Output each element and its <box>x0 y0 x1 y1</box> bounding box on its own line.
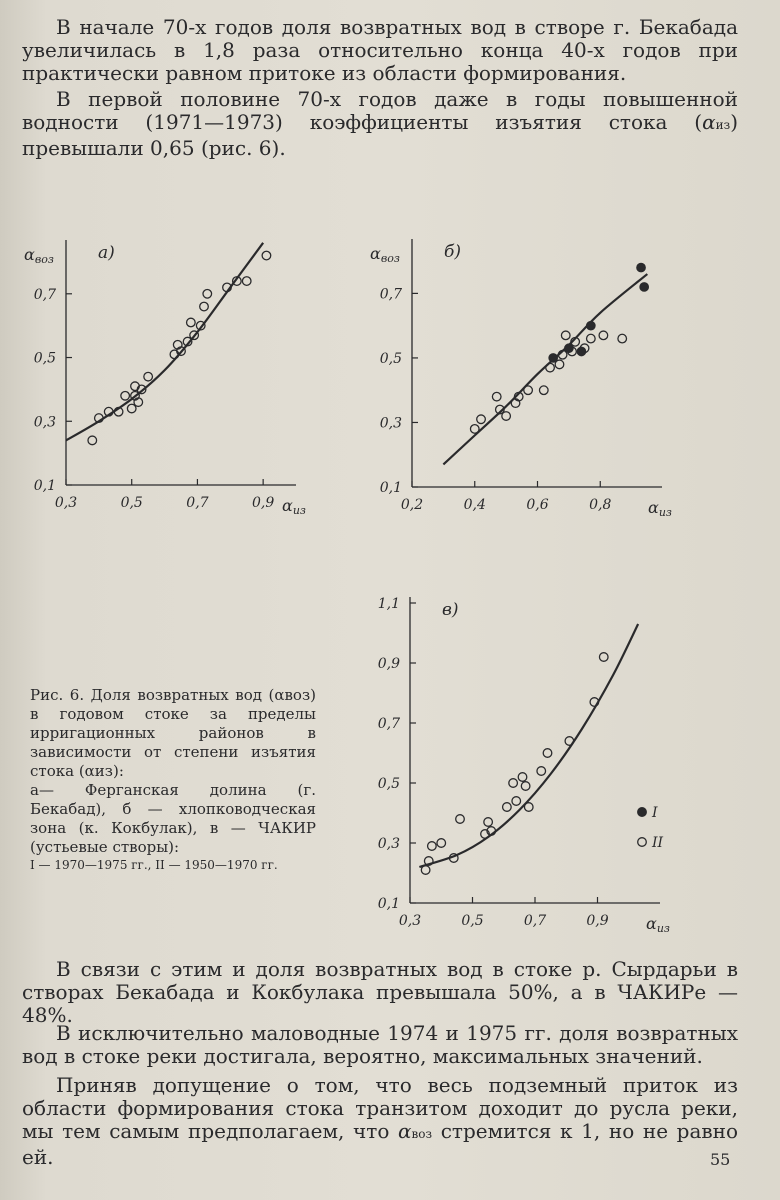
data-point-open <box>587 334 596 343</box>
x-tick-label: 0,2 <box>400 497 424 513</box>
x-tick-label: 0,7 <box>523 913 547 929</box>
data-point-open <box>484 818 493 827</box>
x-label-subscript: из <box>658 506 672 519</box>
y-label-symbol: α <box>24 245 35 264</box>
data-point-open <box>543 749 552 758</box>
y-tick-label: 0,5 <box>379 350 402 367</box>
data-point-open <box>524 803 533 812</box>
y-tick-label: 1,1 <box>377 596 400 612</box>
x-tick-label: 0,6 <box>526 497 549 513</box>
y-tick-label: 0,5 <box>33 350 56 367</box>
x-label-symbol: α <box>646 914 657 933</box>
data-point-open <box>456 815 465 824</box>
y-tick-label: 0,1 <box>33 478 56 494</box>
y-label-subscript: воз <box>380 252 400 265</box>
data-point-open <box>618 334 627 343</box>
data-point-filled <box>640 283 648 291</box>
x-label-subscript: из <box>656 922 670 935</box>
data-point-filled <box>587 321 595 329</box>
y-tick-label: 0,9 <box>377 656 400 672</box>
data-point-open <box>437 839 446 848</box>
alpha-voz-subscript: воз <box>411 1127 433 1141</box>
y-tick-label: 0,7 <box>379 286 402 303</box>
data-point-open <box>262 251 271 260</box>
caption-body: Доля возвратных вод (αвоз) в годовом стоке за пределы ирригационных районов в зависимости от степени изъятия стока (αиз): <box>30 686 316 780</box>
y-tick-label: 0,3 <box>379 415 402 432</box>
caption-title: Рис. 6. <box>30 686 85 704</box>
alpha-symbol: α <box>702 110 716 134</box>
x-label-symbol: α <box>282 496 293 515</box>
data-point-open <box>546 363 555 372</box>
y-axis-label <box>24 245 54 266</box>
caption-years: I — 1970—1975 гг., II — 1950—1970 гг. <box>30 858 278 872</box>
paragraph-2-text-a: В первой половине 70-х годов даже в годы повышенной водности (1971—1973) коэффициенты изъятия стока <box>22 87 738 134</box>
x-tick-label: 0,3 <box>398 913 422 929</box>
data-point-filled <box>637 263 645 271</box>
data-point-open <box>518 773 527 782</box>
data-point-open <box>428 842 437 851</box>
data-point-open <box>599 653 608 662</box>
paragraph-1-text: В начале 70-х годов доля возвратных вод в створе г. Бекабада увеличилась в 1,8 раза относительно конца 40-х годов при практически равном притоке из области формирования. <box>22 15 738 85</box>
caption-items: а— Ферганская долина (г. Бекабад), б — хлопководческая зона (к. Кокбулак), в — ЧАКИР (устьевые створы): <box>30 781 316 856</box>
data-point-filled <box>577 347 585 355</box>
legend-marker-open <box>638 838 647 847</box>
paragraph-3-text: В связи с этим и доля возвратных вод в стоке р. Сырдарьи в створах Бекабада и Кокбулака превышала 50%, а в ЧАКИРе — 48%. <box>22 957 738 1027</box>
x-tick-label: 0,3 <box>54 495 78 511</box>
x-axis-label <box>282 496 306 517</box>
x-tick-label: 0,9 <box>586 913 609 929</box>
y-axis-label <box>370 244 400 265</box>
paragraph-4 <box>22 1022 738 1068</box>
trend-curve <box>66 243 263 441</box>
y-tick-label: 0,1 <box>377 896 400 912</box>
y-tick-label: 0,1 <box>379 480 402 496</box>
y-tick-label: 0,5 <box>377 776 400 792</box>
data-point-open <box>200 302 209 311</box>
paragraph-5-text-a: Приняв допущение о том, что весь подземный приток из области формирования стока транзитом доходит до русла реки, мы тем самым предполагаем, что <box>22 1073 738 1143</box>
paragraph-2-text-b: превышали 0,65 (рис. 6). <box>22 136 286 160</box>
data-point-open <box>509 779 518 788</box>
x-label-symbol: α <box>648 498 659 517</box>
data-point-filled <box>565 344 573 352</box>
data-point-open <box>524 386 533 395</box>
x-tick-label: 0,9 <box>252 495 275 511</box>
data-point-open <box>242 277 251 286</box>
legend-label: II <box>652 835 664 851</box>
data-point-open <box>539 386 548 395</box>
data-point-open <box>521 782 530 791</box>
panel-label: б) <box>444 242 462 262</box>
y-tick-label: 0,7 <box>33 286 56 303</box>
x-tick-label: 0,4 <box>463 497 486 513</box>
legend-label: I <box>652 805 658 821</box>
chart-a <box>24 240 306 517</box>
x-axis-label <box>648 498 672 519</box>
data-point-open <box>599 331 608 340</box>
x-tick-label: 0,5 <box>120 495 143 511</box>
data-point-open <box>121 391 130 400</box>
data-point-open <box>492 392 501 401</box>
data-point-open <box>187 318 196 327</box>
data-point-open <box>503 803 512 812</box>
figure-caption <box>30 686 316 874</box>
data-point-open <box>203 290 212 299</box>
trend-curve <box>443 274 647 464</box>
legend-marker-filled <box>638 808 647 817</box>
data-point-open <box>561 331 570 340</box>
data-point-open <box>565 737 574 746</box>
x-axis-label <box>646 914 670 935</box>
y-tick-label: 0,3 <box>33 414 56 431</box>
alpha-voz-symbol: α <box>398 1119 412 1143</box>
alpha-subscript: из <box>715 118 731 132</box>
x-tick-label: 0,5 <box>461 913 484 929</box>
chart-c <box>378 596 670 935</box>
data-point-open <box>421 866 430 875</box>
x-tick-label: 0,7 <box>186 495 209 511</box>
paragraph-3 <box>22 958 738 1027</box>
x-label-subscript: из <box>292 504 306 517</box>
x-tick-label: 0,8 <box>589 497 612 513</box>
panel-label: в) <box>442 600 459 620</box>
paragraph-5 <box>22 1074 738 1169</box>
paragraph-2: В первой половине 70-х годов даже в годы повышенной водности (1971—1973) коэффициенты изъятия стока (αиз) превышали 0,65 (рис. 6). <box>22 87 738 160</box>
paragraph-4-text: В исключительно маловодные 1974 и 1975 гг. доля возвратных вод в стоке реки достигала, вероятно, максимальных значений. <box>22 1021 738 1068</box>
y-tick-label: 0,7 <box>377 716 400 732</box>
chart-b <box>370 239 672 519</box>
paragraph-5-text-b: стремится к 1, но не равно ей. <box>22 1119 739 1169</box>
y-label-subscript: воз <box>34 253 54 266</box>
caption-main <box>30 686 316 781</box>
data-point-filled <box>549 354 557 362</box>
panel-label: а) <box>98 243 115 263</box>
data-point-open <box>470 425 479 434</box>
y-tick-label: 0,3 <box>377 836 400 852</box>
data-point-open <box>88 436 97 445</box>
data-point-open <box>537 767 546 776</box>
page-number: 55 <box>710 1150 731 1169</box>
data-point-open <box>502 412 511 421</box>
y-label-symbol: α <box>370 244 381 263</box>
data-point-open <box>512 797 521 806</box>
data-point-open <box>144 372 153 381</box>
data-point-open <box>477 415 486 424</box>
